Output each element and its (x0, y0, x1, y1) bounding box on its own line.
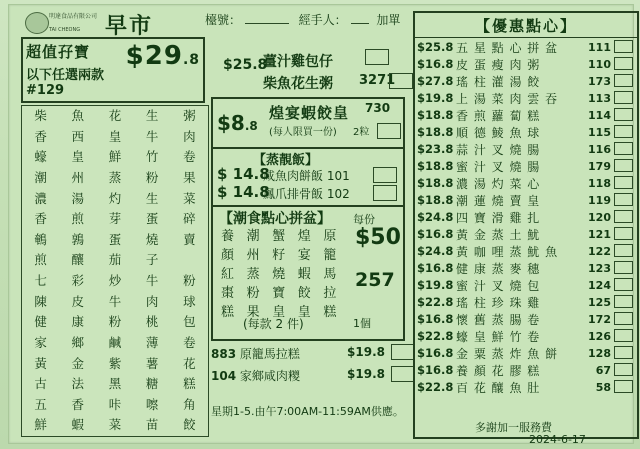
logo-disc-icon (25, 12, 49, 34)
promo-dimsum-price: $16.8 (417, 56, 454, 71)
dish-name-char: 魚 (71, 108, 85, 124)
promo-dimsum-row[interactable] (415, 56, 637, 73)
promo-dimsum-row[interactable] (415, 107, 637, 124)
shrimp-dumpling-checkbox[interactable] (377, 123, 401, 139)
dish-name-row[interactable] (22, 271, 208, 292)
promo-dimsum-price: $16.8 (417, 362, 454, 377)
platter-char: 皇 (272, 304, 286, 320)
promo-dimsum-name: 瑤 柱 灌 湯 餃 (456, 74, 541, 89)
dish-name-char: 黃 (34, 355, 47, 371)
dish-name-char: 釀 (71, 252, 85, 268)
dish-name-row[interactable] (22, 292, 208, 313)
promo-dimsum-name: 上 湯 菜 肉 雲 吞 (456, 91, 559, 106)
dish-name-char: 香 (34, 128, 47, 144)
promo-dimsum-price: $18.8 (417, 124, 454, 139)
promo-dimsum-row[interactable] (415, 379, 637, 396)
promo-dimsum-code: 172 (588, 313, 611, 326)
dish-name-char: 生 (145, 108, 159, 124)
platter-char: 果 (246, 304, 260, 320)
promo-dimsum-code: 115 (588, 126, 611, 139)
promo-dimsum-row[interactable] (415, 73, 637, 90)
platter-char: 糕 (221, 304, 235, 320)
set1-price: $25.8 (223, 57, 268, 73)
shrimp-dumpling-name: 煌宴蝦餃皇 (269, 104, 350, 122)
set1-code: 3271 (359, 73, 396, 88)
dish-name-char: 粥 (183, 108, 196, 124)
promo-dimsum-name: 蠔 皇 鮮 竹 卷 (456, 329, 541, 344)
promo-dimsum-row[interactable] (415, 226, 637, 243)
platter-char: 蟹 (272, 229, 286, 244)
dish-name-char: 州 (71, 169, 85, 185)
dish-name-char: 潮 (34, 169, 47, 185)
server-input[interactable] (351, 11, 369, 24)
dish-name-char: 糖 (145, 376, 159, 392)
dish-name-char: 花 (108, 108, 122, 124)
dish-name-row[interactable] (22, 189, 208, 210)
promo-dimsum-row[interactable] (415, 328, 637, 345)
zongzi-checkbox[interactable] (391, 366, 415, 382)
promo-dimsum-code: 123 (588, 262, 611, 275)
dish-name-row[interactable] (22, 415, 208, 436)
dish-name-char: 柴 (34, 108, 47, 124)
promo-dimsum-checkbox[interactable] (611, 346, 635, 361)
shrimp-dumpling-note: (每人限買一份) (269, 127, 337, 138)
platter-char: 蝦 (297, 266, 311, 282)
promo-dimsum-name: 黃 金 蒸 土 魷 (456, 227, 541, 242)
dish-name-char: 薄 (145, 334, 159, 350)
logo-company-name: 明達食品有限公司 (49, 13, 98, 20)
promo-dimsum-price: $19.8 (417, 90, 454, 105)
dish-name-row[interactable] (22, 250, 208, 271)
dish-name-char: 家 (34, 334, 47, 350)
platter-char: 寶 (272, 285, 286, 301)
dish-name-char: 花 (183, 355, 196, 371)
dish-name-row[interactable] (22, 127, 208, 148)
platter-char: 馬 (323, 266, 337, 282)
dish-name-row[interactable] (22, 230, 208, 251)
dish-name-char: 苗 (145, 417, 159, 433)
dish-name-char: 煎 (34, 252, 47, 268)
shop-logo (23, 9, 103, 35)
dish-name-char: 果 (183, 169, 196, 185)
platter-char: 州 (246, 247, 260, 263)
zongzi-code: 104 (211, 369, 237, 383)
dish-name-row[interactable] (22, 312, 208, 333)
dish-name-char: 子 (145, 252, 159, 268)
promo-dimsum-price: $16.8 (417, 311, 454, 326)
dish-name-char: 蠔 (34, 149, 47, 165)
set1-checkbox-2[interactable] (389, 73, 413, 89)
platter-char: 煌 (297, 229, 311, 244)
dish-name-char: 蒸 (108, 169, 122, 185)
promo-dimsum-name: 懷 舊 蒸 腸 卷 (456, 312, 541, 327)
promo-dimsum-price: $24.8 (417, 243, 454, 258)
add-order-label: 加單 (376, 13, 401, 27)
menu-item-set1[interactable] (211, 39, 401, 95)
platter-row (221, 267, 347, 284)
left-column (21, 37, 205, 103)
promo-dimsum-name: 四 寶 滑 雞 扎 (456, 210, 541, 225)
dish-name-row[interactable] (22, 333, 208, 354)
platter-row (221, 286, 347, 303)
dish-name-row[interactable] (22, 209, 208, 230)
promo-dimsum-checkbox[interactable] (611, 176, 635, 191)
platter-char: 原 (323, 229, 337, 244)
promo-dimsum-name: 健 康 蒸 麥 穗 (456, 261, 541, 276)
dish-name-char (171, 250, 208, 271)
promo-dimsum-code: 126 (588, 330, 611, 343)
promo-dimsum-checkbox[interactable] (611, 210, 635, 225)
promo-dimsum-row[interactable] (415, 243, 637, 260)
platter-char: 養 (221, 229, 235, 244)
promo-dimsum-name: 養 顏 花 膠 糕 (456, 363, 541, 378)
promo-dimsum-name: 瑤 柱 珍 珠 雞 (456, 295, 541, 310)
promo-dimsum-price: $22.8 (417, 328, 454, 343)
dish-name-row[interactable] (22, 147, 208, 168)
dimsum-platter-footer2: 1個 (353, 317, 371, 330)
dish-name-char: 肉 (183, 128, 196, 144)
dish-name-char: 鄉 (71, 334, 85, 350)
steamed-rice-name-1: 咸魚肉餅飯 101 (263, 169, 350, 183)
promo-dimsum-checkbox[interactable] (611, 312, 635, 327)
shrimp-dumpling-price: $8.8 (217, 111, 258, 135)
promo-dimsum-code: 58 (595, 381, 611, 394)
promo-dimsum-checkbox[interactable] (611, 380, 635, 395)
promo-dimsum-name: 潮 蓮 燒 賣 皇 (456, 193, 541, 208)
dish-name-char: 糕 (183, 376, 196, 392)
dimsum-platter-section (211, 205, 405, 341)
promo-dimsum-code: 67 (595, 364, 611, 377)
promo-dimsum-code: 124 (588, 279, 611, 292)
dimsum-platter-heading: 【潮食點心拼盆】 (219, 211, 331, 227)
dish-name-char: 康 (71, 314, 85, 330)
menu-line-zongzi[interactable] (211, 367, 401, 384)
dish-name-char: 炒 (108, 273, 122, 289)
promo-dimsum-code: 114 (588, 109, 611, 122)
promo-dimsum-row[interactable] (415, 90, 637, 107)
dish-name-char: 球 (183, 293, 196, 309)
steamed-rice-price-1: $ 14.8 (217, 165, 270, 183)
dish-name-char: 紫 (108, 355, 122, 371)
platter-char: 籽 (272, 247, 286, 263)
promo-title: 超值孖寶 $29.8 (26, 41, 200, 71)
promo-subtitle: 以下任選兩款 #129 (26, 68, 105, 98)
promo-dimsum-checkbox[interactable] (611, 278, 635, 293)
promo-dimsum-price: $16.8 (417, 260, 454, 275)
promo-dimsum-checkbox[interactable] (611, 227, 635, 242)
promo-dimsum-checkbox[interactable] (611, 159, 635, 174)
dish-name-char: 濃 (34, 190, 47, 206)
promo-dimsum-code: 173 (588, 75, 611, 88)
promo-dimsum-code: 110 (588, 58, 611, 71)
promo-dimsum-list (415, 38, 637, 396)
steamed-rice-name-2: 鳳爪排骨飯 102 (263, 187, 350, 201)
promo-dimsum-code: 120 (588, 211, 611, 224)
set1-checkbox-1[interactable] (365, 49, 389, 65)
promo-dimsum-code: 118 (588, 177, 611, 190)
promo-price: $29.8 (125, 41, 200, 71)
dish-name-char: 茄 (108, 252, 122, 268)
dish-name-char: 牛 (145, 128, 159, 144)
platter-char: 燒 (272, 266, 286, 282)
promo-dimsum-row[interactable] (415, 124, 637, 141)
table-number-label: 檯號： (205, 13, 242, 27)
menu-paper (8, 4, 634, 444)
platter-char: 棗 (221, 285, 235, 301)
platter-char: 糕 (323, 304, 337, 320)
dish-name-char: 包 (183, 314, 196, 330)
dish-name-char: 蛋 (145, 211, 159, 227)
dish-name-char: 粉 (145, 169, 159, 185)
promo-dimsum-price: $18.8 (417, 107, 454, 122)
set1-name-1: 薑汁雞包仔 (263, 54, 333, 70)
promo-dimsum-name: 皮 蛋 瘦 肉 粥 (456, 57, 541, 72)
promo-dimsum-checkbox[interactable] (611, 193, 635, 208)
dish-name-char: 粉 (183, 273, 196, 289)
promo-dimsum-checkbox[interactable] (611, 363, 635, 378)
promo-dimsum-checkbox[interactable] (611, 57, 635, 72)
promo-dimsum-checkbox[interactable] (611, 261, 635, 276)
dish-name-row[interactable] (22, 106, 208, 127)
promo-dimsum-price: $19.8 (417, 277, 454, 292)
zongzi-name: 家鄉咸肉糭 (239, 369, 300, 383)
promo-dimsum-code: 113 (588, 92, 611, 105)
malagao-code: 883 (211, 347, 237, 361)
dish-name-char: 咔 (108, 396, 122, 412)
promo-dimsum-price: $18.8 (417, 175, 454, 190)
dish-name-char: 蛋 (108, 231, 122, 247)
promo-dimsum-name: 蜜 汁 叉 燒 腸 (456, 159, 541, 174)
service-hours: 星期1-5.由午7:00AM-11:59AM供應。 (211, 405, 404, 418)
steamed-rice-checkbox-1[interactable] (373, 167, 397, 183)
dish-name-char: 五 (34, 396, 47, 412)
promo-dimsum-checkbox[interactable] (611, 40, 635, 55)
menu-date: 2024-6-17 (529, 433, 586, 446)
dish-name-row[interactable] (22, 374, 208, 395)
dimsum-platter-code: 257 (355, 269, 395, 291)
promo-dimsum-row[interactable] (415, 362, 637, 379)
dish-name-char: 皇 (108, 128, 122, 144)
page-title: 早市 (105, 14, 154, 39)
dish-name-char: 碎 (183, 211, 196, 227)
promo-dimsum-name: 濃 湯 灼 菜 心 (456, 176, 541, 191)
dish-name-char: 生 (145, 190, 159, 206)
promo-dimsum-price: $27.8 (417, 73, 454, 88)
promo-dimsum-code: 111 (588, 41, 611, 54)
promo-dimsum-row[interactable] (415, 175, 637, 192)
promo-dimsum-code: 116 (588, 143, 611, 156)
promo-dimsum-price: $18.8 (417, 158, 454, 173)
dish-name-char: 牛 (145, 273, 159, 289)
promo-dimsum-price: $22.8 (417, 294, 454, 309)
server-label: 經手人： (298, 13, 347, 27)
shrimp-dumpling-qty: 2粒 (353, 127, 370, 138)
promo-dimsum-row[interactable] (415, 260, 637, 277)
dish-name-char: 鵪 (34, 231, 47, 247)
dish-name-char: 肉 (145, 293, 159, 309)
dish-name-char: 桃 (145, 314, 159, 330)
promo-dimsum-row[interactable] (415, 158, 637, 175)
dish-name-char: 菜 (183, 190, 196, 206)
dish-name-char: 古 (34, 376, 47, 392)
dish-name-char: 卷 (183, 149, 196, 165)
dish-name-char: 西 (71, 128, 85, 144)
dish-name-char: 七 (34, 273, 47, 289)
dish-name-char: 法 (71, 376, 85, 392)
promo-dimsum-name: 順 德 鯪 魚 球 (456, 125, 541, 140)
dish-name-row[interactable] (22, 395, 208, 416)
set1-name-2: 柴魚花生粥 (263, 76, 333, 92)
promo-dimsum-row[interactable] (415, 209, 637, 226)
steamed-rice-checkbox-2[interactable] (373, 185, 397, 201)
promo-dimsum-price: $25.8 (417, 39, 454, 54)
platter-char: 潮 (246, 229, 260, 244)
dish-name-char: 賣 (183, 231, 196, 247)
promo-dimsum-price: $18.8 (417, 192, 454, 207)
dish-name-char: 蝦 (71, 417, 85, 433)
dish-name-row[interactable] (22, 354, 208, 375)
dish-name-char: 竹 (145, 149, 159, 165)
promo-dimsum-name: 蒜 汁 叉 燒 腸 (456, 142, 541, 157)
dish-name-table (22, 106, 208, 436)
steamed-rice-price-2: $ 14.8 (217, 183, 270, 201)
dimsum-platter-footer: (每款 2 件) (243, 317, 304, 331)
menu-item-shrimp-dumpling[interactable] (211, 97, 405, 149)
promo-dimsum-code: 121 (588, 228, 611, 241)
promo-dimsum-price: $16.8 (417, 345, 454, 360)
promo-dimsum-price: $16.8 (417, 226, 454, 241)
platter-char: 宴 (297, 247, 311, 263)
promo-dimsum-name: 黃 咖 哩 蒸 魷 魚 (456, 244, 559, 259)
platter-char: 籠 (323, 247, 337, 263)
promo-dimsum-checkbox[interactable] (611, 74, 635, 89)
steamed-rice-heading: 【蒸靚飯】 (253, 153, 319, 168)
promo-dimsum-panel (413, 11, 639, 439)
platter-row (221, 248, 347, 265)
promo-dimsum-checkbox[interactable] (611, 244, 635, 259)
promo-dimsum-code: 179 (588, 160, 611, 173)
dish-name-char: 角 (183, 396, 196, 412)
promo-dimsum-row[interactable] (415, 141, 637, 158)
dish-name-char: 灼 (108, 190, 122, 206)
dish-name-char: 粉 (108, 314, 122, 330)
platter-char: 紅 (221, 266, 235, 282)
dish-name-char: 鹹 (108, 334, 122, 350)
promo-dimsum-name: 香 煎 蘿 蔔 糕 (456, 108, 541, 123)
promo-dimsum-title: 【優惠點心】 (415, 13, 637, 38)
promo-dimsum-code: 119 (588, 194, 611, 207)
dish-name-char: 牛 (108, 293, 122, 309)
platter-char: 粉 (246, 285, 260, 301)
promo-dimsum-row[interactable] (415, 39, 637, 56)
dimsum-platter-each-label: 每份 (353, 213, 375, 226)
promo-dimsum-checkbox[interactable] (611, 329, 635, 344)
promo-dimsum-price: $22.8 (417, 379, 454, 394)
dish-name-char: 彩 (71, 273, 85, 289)
promo-dimsum-row[interactable] (415, 294, 637, 311)
promo-dimsum-name: 百 花 釀 魚 肚 (456, 380, 541, 395)
dish-name-char: 香 (34, 211, 47, 227)
dish-name-char: 香 (71, 396, 85, 412)
dish-name-char: 煎 (71, 211, 85, 227)
promo-dimsum-checkbox[interactable] (611, 142, 635, 157)
dish-name-char: 皮 (71, 293, 85, 309)
malagao-checkbox[interactable] (391, 344, 415, 360)
dish-name-char: 皇 (71, 149, 85, 165)
order-header-fields (205, 11, 405, 28)
dish-name-char: 鮮 (34, 417, 47, 433)
promo-dimsum-name: 金 粟 蒸 炸 魚 餅 (456, 346, 559, 361)
promo-dimsum-checkbox[interactable] (611, 108, 635, 123)
dish-name-char: 湯 (71, 190, 85, 206)
dish-name-char: 鶉 (71, 231, 85, 247)
promo-dimsum-row[interactable] (415, 192, 637, 209)
promo-dimsum-row[interactable] (415, 345, 637, 362)
menu-line-malagao[interactable] (211, 345, 401, 362)
dish-name-char: 黑 (108, 376, 122, 392)
promo-dimsum-code: 125 (588, 296, 611, 309)
promo-dimsum-row[interactable] (415, 277, 637, 294)
malagao-name: 原籠馬拉糕 (239, 347, 300, 361)
promo-dimsum-price: $24.8 (417, 209, 454, 224)
platter-char: 顏 (221, 247, 235, 263)
promo-dimsum-row[interactable] (415, 311, 637, 328)
promo-dimsum-checkbox[interactable] (611, 91, 635, 106)
dish-name-char: 嚓 (145, 396, 159, 412)
dish-name-char: 餃 (183, 417, 196, 433)
dish-name-char: 芽 (108, 211, 122, 227)
dish-name-char: 薯 (145, 355, 159, 371)
promo-dimsum-name: 蜜 汁 叉 燒 包 (456, 278, 541, 293)
promo-dimsum-checkbox[interactable] (611, 295, 635, 310)
promo-dimsum-price: $23.8 (417, 141, 454, 156)
table-number-input[interactable] (245, 11, 289, 24)
dish-name-char: 金 (71, 355, 85, 371)
shrimp-dumpling-code: 730 (365, 101, 391, 115)
promo-box (21, 37, 205, 103)
dish-name-char: 鮮 (108, 149, 122, 165)
dish-name-char: 健 (34, 314, 47, 330)
dish-name-char: 燒 (145, 231, 159, 247)
platter-char: 皇 (297, 304, 311, 320)
dimsum-platter-grid (219, 227, 349, 324)
dish-name-grid (21, 105, 209, 437)
dimsum-platter-price: $50 (355, 225, 401, 250)
promo-dimsum-code: 128 (588, 347, 611, 360)
service-charge-note: 多謝加一服務費 (475, 421, 552, 434)
promo-dimsum-name: 五 星 點 心 拼 盆 (456, 40, 559, 55)
dish-name-char: 陳 (34, 293, 47, 309)
dish-name-char: 卷 (183, 334, 196, 350)
platter-char: 拉 (323, 285, 337, 301)
logo-company-sub: TAI CHEONG (49, 27, 81, 33)
dish-name-char: 菜 (108, 417, 122, 433)
platter-char: 蒸 (246, 266, 260, 282)
platter-char: 餃 (297, 285, 311, 301)
malagao-price: $19.8 (347, 345, 385, 359)
promo-dimsum-code: 122 (588, 245, 611, 258)
promo-dimsum-checkbox[interactable] (611, 125, 635, 140)
zongzi-price: $19.8 (347, 367, 385, 381)
steamed-rice-section (211, 147, 405, 207)
dish-name-row[interactable] (22, 168, 208, 189)
platter-row (221, 229, 347, 246)
